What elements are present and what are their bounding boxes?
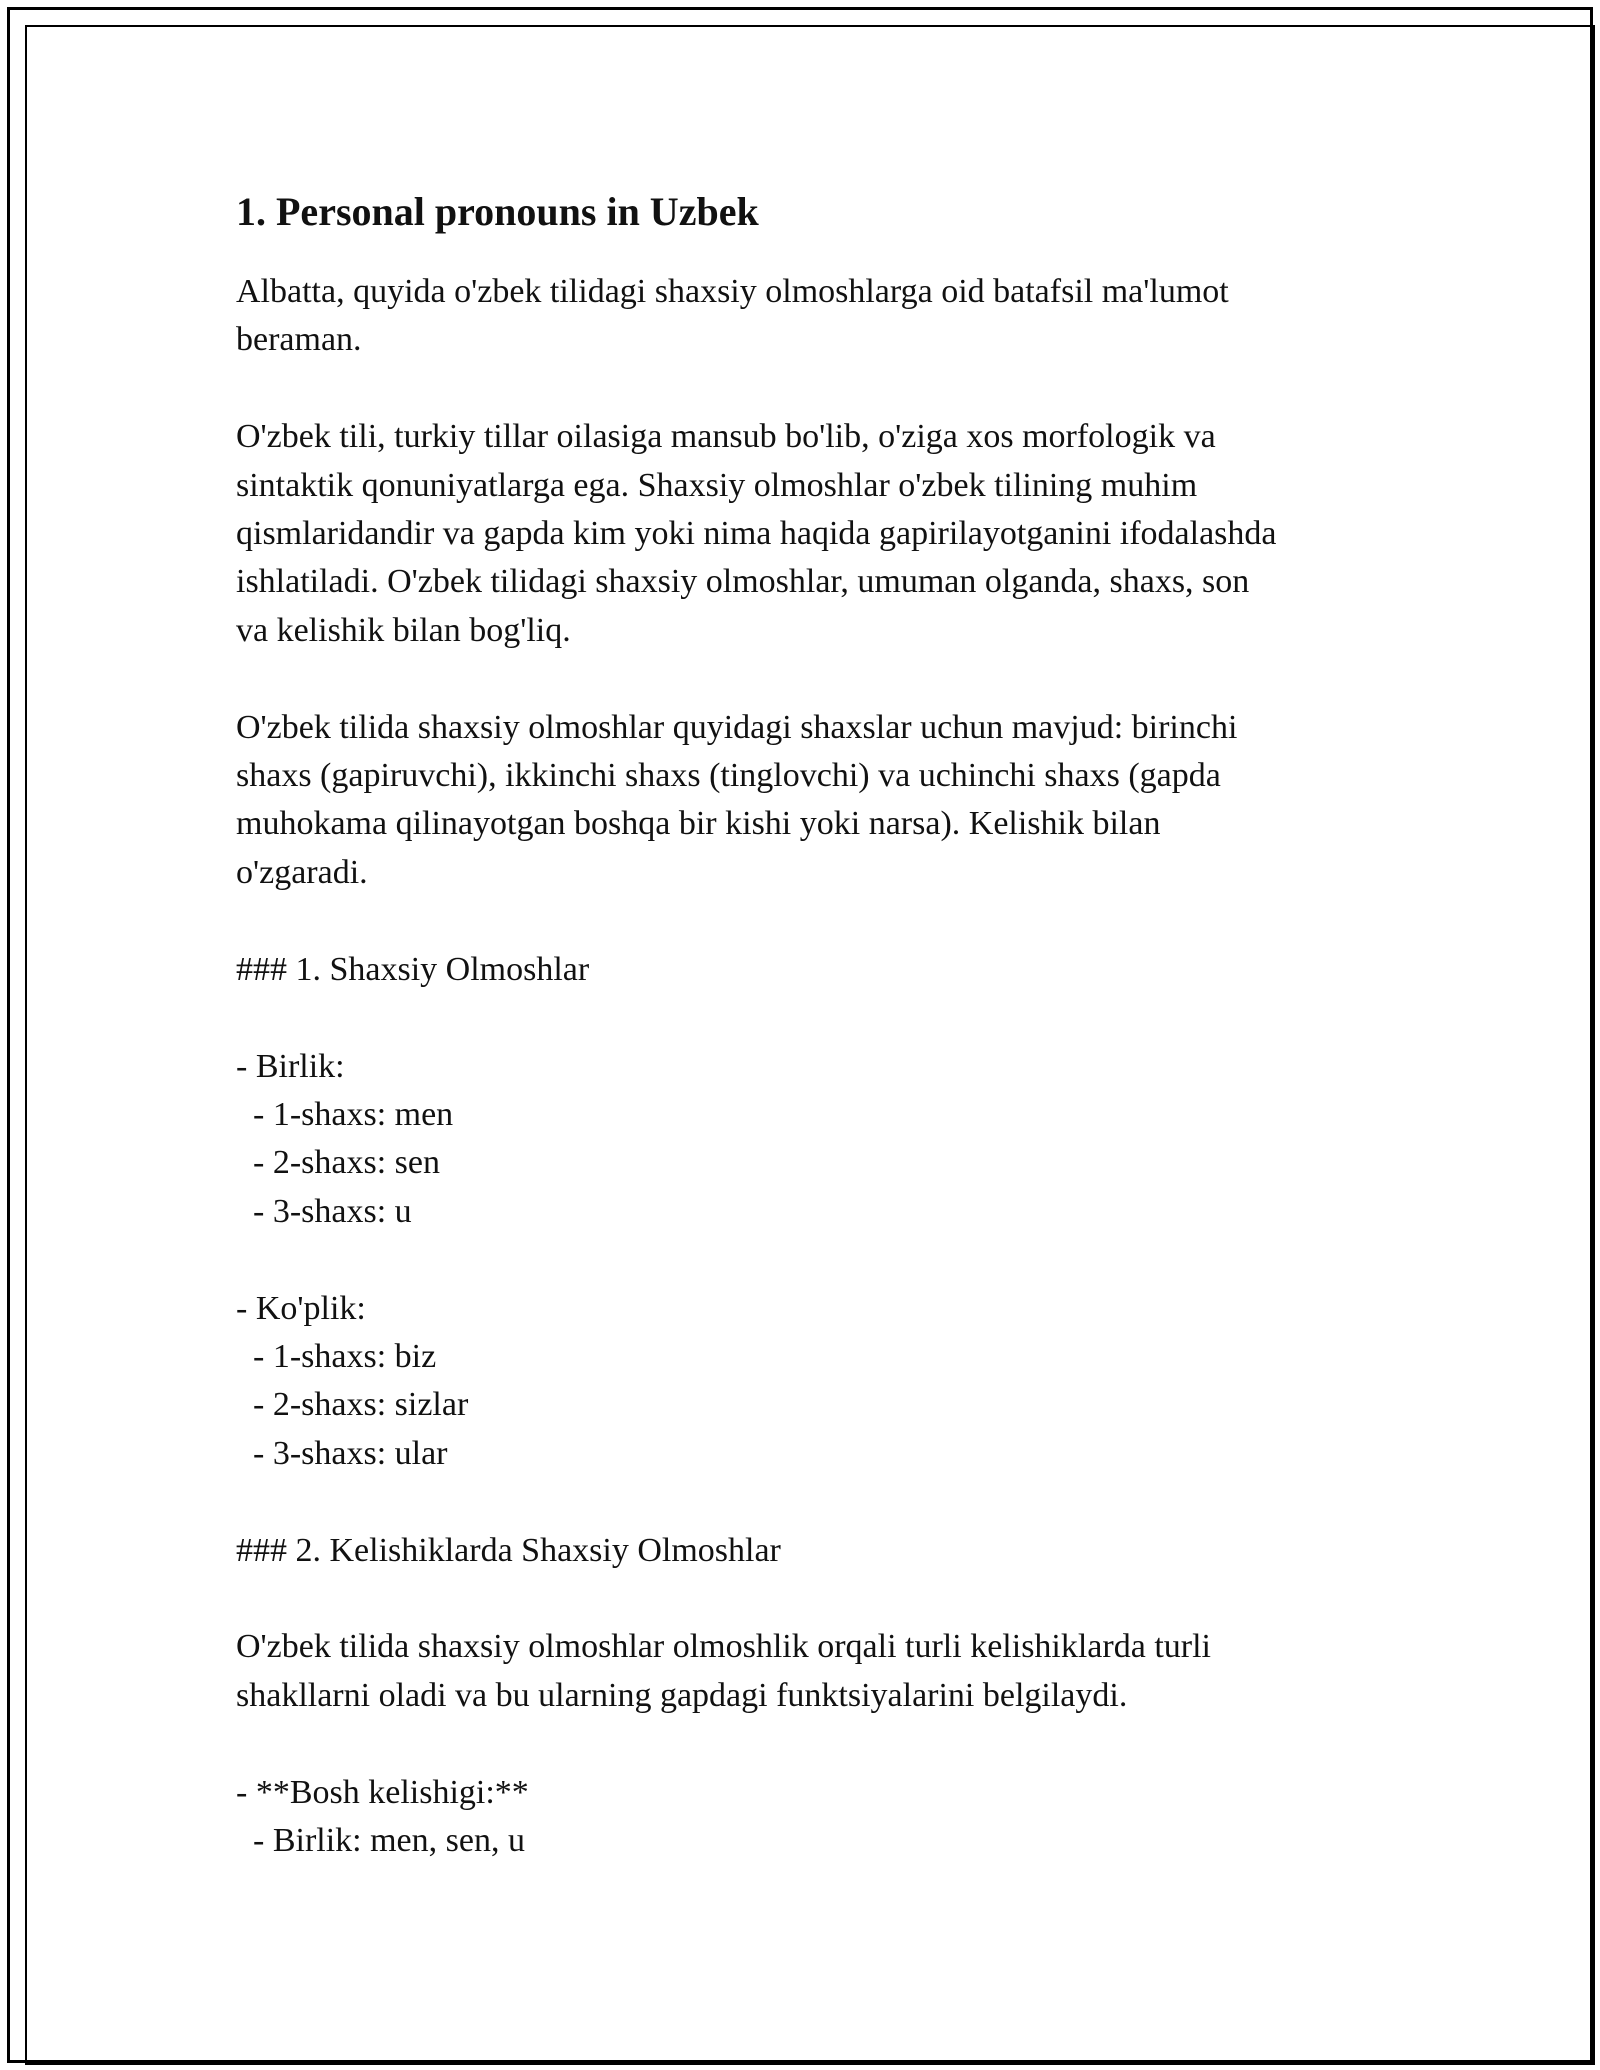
document-content <box>236 186 1376 1865</box>
document-body: Albatta, quyida o'zbek tilidagi shaxsiy olmoshlarga oid batafsil ma'lumot beraman. O'zbek tili, turkiy tillar oilasiga mansub bo'lib, o'ziga xos morfologik va sintaktik qonuniyatlarga ega. Shaxsiy olmoshlar o'zbek tilining muhim qismlaridandir va gapda kim yoki nima haqida gapirilayotganini ifodalashda ishlatiladi. O'zbek tilidagi shaxsiy olmoshlar, umuman olganda, shaxs, son va kelishik bilan bog'liq. O'zbek tilida shaxsiy olmoshlar quyidagi shaxslar uchun mavjud: birinchi shaxs (gapiruvchi), ikkinchi shaxs (tinglovchi) va uchinchi shaxs (gapda muhokama qilinayotgan boshqa bir kishi yoki narsa). Kelishik bilan o'zgaradi. ### 1. Shaxsiy Olmoshlar - Birlik: - 1-shaxs: men - 2-shaxs: sen - 3-shaxs: u - Ko'plik: - 1-shaxs: biz - 2-shaxs: sizlar - 3-shaxs: ular ### 2. Kelishiklarda Shaxsiy Olmoshlar O'zbek tilida shaxsiy olmoshlar olmoshlik orqali turli kelishiklarda turli shakllarni oladi va bu ularning gapdagi funktsiyalarini belgilaydi. - **Bosh kelishigi:** - Birlik: men, sen, u <box>236 273 1277 1859</box>
document-title: 1. Personal pronouns in Uzbek <box>236 189 759 234</box>
